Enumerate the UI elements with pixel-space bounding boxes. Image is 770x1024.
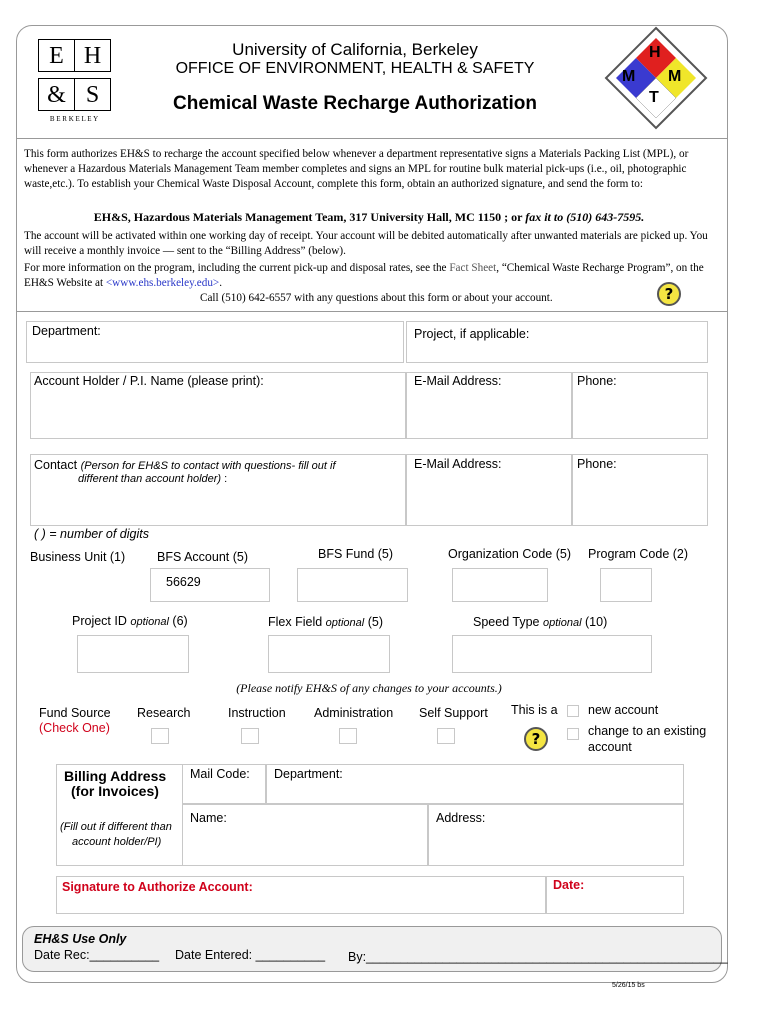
logo-berkeley: B E R K E L E Y: [49, 115, 99, 123]
ehs-logo: [32, 37, 116, 127]
intro-paragraph: This form authorizes EH&S to recharge the account specified below whenever a department representative signs a Materials Packing List (MPL), or whenever a Hazardous Materials Management Team member completes and signs an MPL for routine bulk material pick-ups (i.e., oil, photographic waste,etc.). To establish your Chemical Waste Disposal Account, complete this form, obtain an authorized signature, and send the form to:: [24, 148, 689, 190]
date-rec-field: Date Rec:__________: [34, 948, 160, 962]
contact-label: [34, 458, 336, 472]
fax-text: fax it to (510) 643-7595.: [525, 210, 645, 224]
hmmt-m1: M: [622, 68, 636, 85]
fund-option-self-support: Self Support: [419, 706, 488, 720]
university-name: University of California, Berkeley: [232, 40, 478, 59]
bfs-account-label: BFS Account (5): [157, 550, 249, 564]
department-label: Department:: [32, 324, 101, 338]
phone-label-2: Phone:: [577, 457, 617, 471]
help-icon[interactable]: ?: [657, 282, 681, 306]
ehs-use-title: EH&S Use Only: [34, 932, 127, 946]
speed-type-text: Speed Type: [473, 615, 540, 629]
mail-code-label: Mail Code:: [190, 767, 250, 781]
fact-sheet-link[interactable]: Fact Sheet: [449, 262, 497, 274]
billing-subtitle: (for Invoices): [71, 783, 159, 799]
project-id-digits: (6): [172, 614, 188, 628]
check-one-label: (Check One): [39, 721, 110, 735]
program-code-label: Program Code (2): [588, 547, 689, 561]
billing-note-2: account holder/PI): [72, 836, 162, 848]
website-link[interactable]: <www.ehs.berkeley.edu>: [105, 277, 220, 289]
this-is-a-label: This is a: [511, 703, 558, 717]
speed-type-optional: optional: [542, 617, 582, 629]
billing-name-label: Name:: [190, 811, 227, 825]
new-account-checkbox[interactable]: [567, 705, 579, 717]
speed-type-label: [473, 615, 607, 629]
contact-colon: :: [221, 473, 228, 485]
self-support-checkbox[interactable]: [437, 728, 455, 744]
info-text-a: For more information on the program, including the current pick-up and disposal rates, see the: [24, 262, 450, 274]
address-text: EH&S, Hazardous Materials Management Team, 317 University Hall, MC 1150 ; or: [93, 210, 526, 224]
call-line: Call (510) 642-6557 with any questions about this form or about your account.: [200, 292, 553, 304]
logo-letter-s: S: [74, 78, 111, 111]
version-footer: 5/26/15 bs: [612, 982, 645, 989]
help-icon-2[interactable]: ?: [524, 727, 548, 751]
hmmt-logo: [604, 26, 708, 130]
fund-option-instruction: Instruction: [228, 706, 286, 720]
header-divider: [16, 138, 728, 139]
speed-type-field[interactable]: [452, 635, 652, 673]
signature-label: Signature to Authorize Account:: [62, 880, 253, 894]
bfs-fund-label: BFS Fund (5): [318, 547, 394, 561]
logo-letter-h: H: [74, 39, 111, 72]
logo-letter-e: E: [38, 39, 75, 72]
email-label-2: E-Mail Address:: [414, 457, 502, 471]
flex-field-field[interactable]: [268, 635, 390, 673]
phone-label-1: Phone:: [577, 374, 617, 388]
info-paragraph: [24, 261, 714, 291]
speed-type-digits: (10): [585, 615, 608, 629]
contact-note-2: [78, 473, 227, 485]
info-text-c: .: [219, 277, 223, 289]
billing-department-label: Department:: [274, 767, 343, 781]
fund-source-label: Fund Source: [39, 706, 111, 720]
date-entered-field: Date Entered: __________: [175, 948, 326, 962]
project-id-text: Project ID: [72, 614, 127, 628]
research-checkbox[interactable]: [151, 728, 169, 744]
office-name: OFFICE OF ENVIRONMENT, HEALTH & SAFETY: [175, 60, 535, 77]
bfs-account-value: 56629: [166, 575, 201, 589]
administration-checkbox[interactable]: [339, 728, 357, 744]
send-address: [24, 210, 714, 225]
instruction-checkbox[interactable]: [241, 728, 259, 744]
program-code-field[interactable]: [600, 568, 652, 602]
by-field: By:____________________________________________________: [348, 950, 728, 964]
org-code-field[interactable]: [452, 568, 548, 602]
project-id-optional: optional: [130, 616, 169, 628]
contact-note-2-text: different than account holder): [78, 473, 222, 485]
new-account-label: new account: [588, 703, 659, 717]
form-title: Chemical Waste Recharge Authorization: [173, 93, 537, 114]
change-account-label-2: account: [588, 740, 632, 754]
hmmt-t: T: [649, 89, 659, 106]
bfs-fund-field[interactable]: [297, 568, 408, 602]
hmmt-h: H: [649, 44, 661, 61]
activation-paragraph: The account will be activated within one working day of receipt. Your account will be debited automatically after unwanted materials are picked up. You will receive a monthly invoice — sent to the “Billing Address” (below).: [24, 230, 708, 257]
intro-divider: [16, 311, 728, 312]
billing-address-label: Address:: [436, 811, 486, 825]
fund-option-administration: Administration: [314, 706, 394, 720]
contact-word: Contact: [34, 458, 78, 472]
email-label-1: E-Mail Address:: [414, 374, 502, 388]
billing-title: Billing Address: [64, 768, 167, 784]
contact-note-1: (Person for EH&S to contact with questions- fill out if: [80, 460, 336, 472]
business-unit-label: Business Unit (1): [30, 550, 126, 564]
project-id-label: [72, 614, 188, 628]
fund-option-research: Research: [137, 706, 191, 720]
info-text-b: , “Chemical Waste Recharge Program”, on the EH&S Website at: [24, 262, 704, 289]
flex-field-text: Flex Field: [268, 615, 323, 629]
project-label: Project, if applicable:: [414, 327, 530, 341]
hmmt-m2: M: [668, 68, 682, 85]
digits-note: ( ) = number of digits: [34, 527, 149, 541]
notify-note: (Please notify EH&S of any changes to your accounts.): [236, 681, 502, 695]
flex-field-optional: optional: [325, 617, 365, 629]
flex-field-digits: (5): [367, 615, 383, 629]
account-holder-label: Account Holder / P.I. Name (please print):: [34, 374, 264, 388]
billing-note-1: (Fill out if different than: [60, 821, 172, 833]
logo-letter-amp: &: [38, 78, 75, 111]
signature-date-label: Date:: [553, 878, 585, 892]
change-account-label: change to an existing: [588, 724, 707, 738]
flex-field-label: [268, 615, 383, 629]
change-account-checkbox[interactable]: [567, 728, 579, 740]
project-id-field[interactable]: [77, 635, 189, 673]
org-code-label: Organization Code (5): [448, 547, 571, 561]
